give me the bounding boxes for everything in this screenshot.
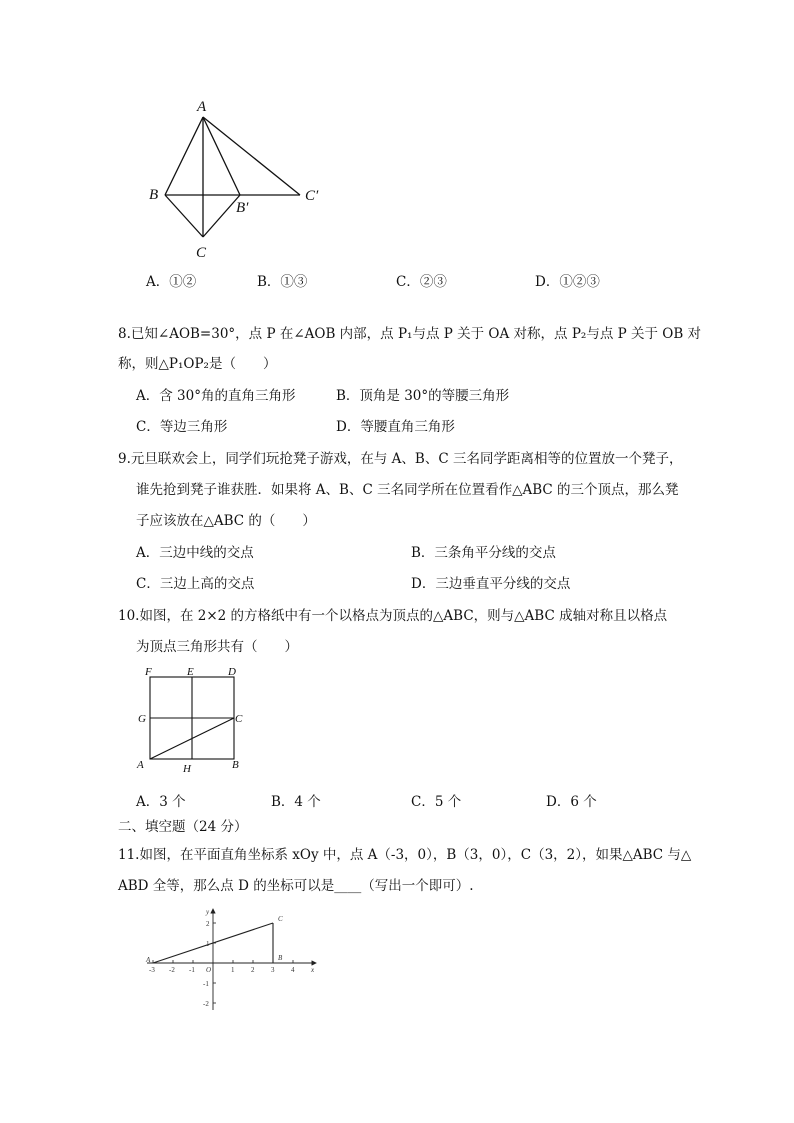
y-tick-neg1: -1 <box>203 980 209 988</box>
y-tick-neg2: -2 <box>203 1000 209 1008</box>
seg-BpC <box>203 195 240 237</box>
q7-option-d[interactable]: D．①②③ <box>535 274 600 290</box>
label-B: B <box>149 187 159 203</box>
q8-option-a[interactable]: A．含 30°角的直角三角形 <box>136 388 296 404</box>
y-tick-1: 1 <box>206 940 210 948</box>
x-tick-neg1: -1 <box>189 966 195 974</box>
point-label-A: A <box>146 956 151 964</box>
q9-option-a[interactable]: A．三边中线的交点 <box>136 545 254 561</box>
section-title-fill-in: 二、填空题（24 分） <box>118 819 248 835</box>
figure-q11-coordinate-plane <box>140 902 325 1014</box>
seg-ACp <box>203 117 300 195</box>
x-axis-label: x <box>311 966 315 974</box>
q10-option-c[interactable]: C．5 个 <box>411 794 462 810</box>
q9-stem-line1: 9.元旦联欢会上，同学们玩抢凳子游戏，在与 A、B、C 三名同学距离相等的位置放一个凳子， <box>118 451 683 467</box>
label-A: A <box>197 99 207 115</box>
q9-option-d[interactable]: D．三边垂直平分线的交点 <box>411 576 571 592</box>
q8-option-d[interactable]: D．等腰直角三角形 <box>336 419 455 435</box>
grid-label-B: B <box>232 759 239 771</box>
y-axis-label: y <box>206 908 210 916</box>
q8-stem-line2: 称，则△P₁OP₂是（ ） <box>118 356 277 372</box>
x-tick-4: 4 <box>291 966 295 974</box>
q9-stem-line2: 谁先抢到凳子谁获胜．如果将 A、B、C 三名同学所在位置看作△ABC 的三个顶点，那么凳 <box>136 482 679 498</box>
q9-option-c[interactable]: C．三边上高的交点 <box>136 576 255 592</box>
q10-option-b[interactable]: B．4 个 <box>271 794 321 810</box>
q8-option-c[interactable]: C．等边三角形 <box>136 419 228 435</box>
grid-label-H: H <box>183 763 191 775</box>
q11-stem-line1: 11.如图，在平面直角坐标系 xOy 中，点 A（-3，0），B（3，0），C（3，2），如果△ABC 与△ <box>118 847 692 863</box>
grid-label-A: A <box>137 759 144 771</box>
seg-AB <box>165 117 203 195</box>
q10-stem-line1: 10.如图，在 2×2 的方格纸中有一个以格点为顶点的△ABC，则与△ABC 成轴对称且以格点 <box>118 608 668 624</box>
point-label-C: C <box>278 915 283 923</box>
q9-stem-line3: 子应该放在△ABC 的（ ） <box>136 513 316 529</box>
x-tick-1: 1 <box>231 966 235 974</box>
origin-label: O <box>206 966 212 974</box>
q11-stem-line2: ABD 全等，那么点 D 的坐标可以是____（写出一个即可）. <box>118 878 474 894</box>
q10-option-d[interactable]: D．6 个 <box>546 794 597 810</box>
q7-option-c[interactable]: C．②③ <box>396 274 447 290</box>
grid-label-C: C <box>235 713 243 725</box>
grid-label-G: G <box>138 713 146 725</box>
q7-option-a[interactable]: A．①② <box>146 274 197 290</box>
x-tick-neg3: -3 <box>149 966 155 974</box>
q8-stem-line1: 8.已知∠AOB=30°，点 P 在∠AOB 内部，点 P₁与点 P 关于 OA 对称，点 P₂与点 P 关于 OB 对 <box>118 326 702 342</box>
grid-label-F: F <box>145 666 152 678</box>
x-tick-3: 3 <box>271 966 275 974</box>
q10-option-a[interactable]: A．3 个 <box>136 794 186 810</box>
label-Cp: C′ <box>305 188 319 204</box>
point-label-B: B <box>278 954 283 962</box>
q9-option-b[interactable]: B．三条角平分线的交点 <box>411 545 556 561</box>
q10-stem-line2: 为顶点三角形共有（ ） <box>136 639 298 655</box>
grid-label-D: D <box>228 666 236 678</box>
q8-option-b[interactable]: B．顶角是 30°的等腰三角形 <box>336 388 510 404</box>
label-Bp: B′ <box>236 200 249 216</box>
x-tick-2: 2 <box>251 966 255 974</box>
y-tick-2: 2 <box>206 920 210 928</box>
grid-label-E: E <box>187 666 194 678</box>
seg-ABp <box>203 117 240 195</box>
figure-q10-grid <box>132 662 252 776</box>
q7-option-b[interactable]: B．①③ <box>257 274 308 290</box>
label-C: C <box>196 245 207 261</box>
seg-BC <box>165 195 203 237</box>
figure-q7-triangles <box>140 92 340 267</box>
x-tick-neg2: -2 <box>169 966 175 974</box>
